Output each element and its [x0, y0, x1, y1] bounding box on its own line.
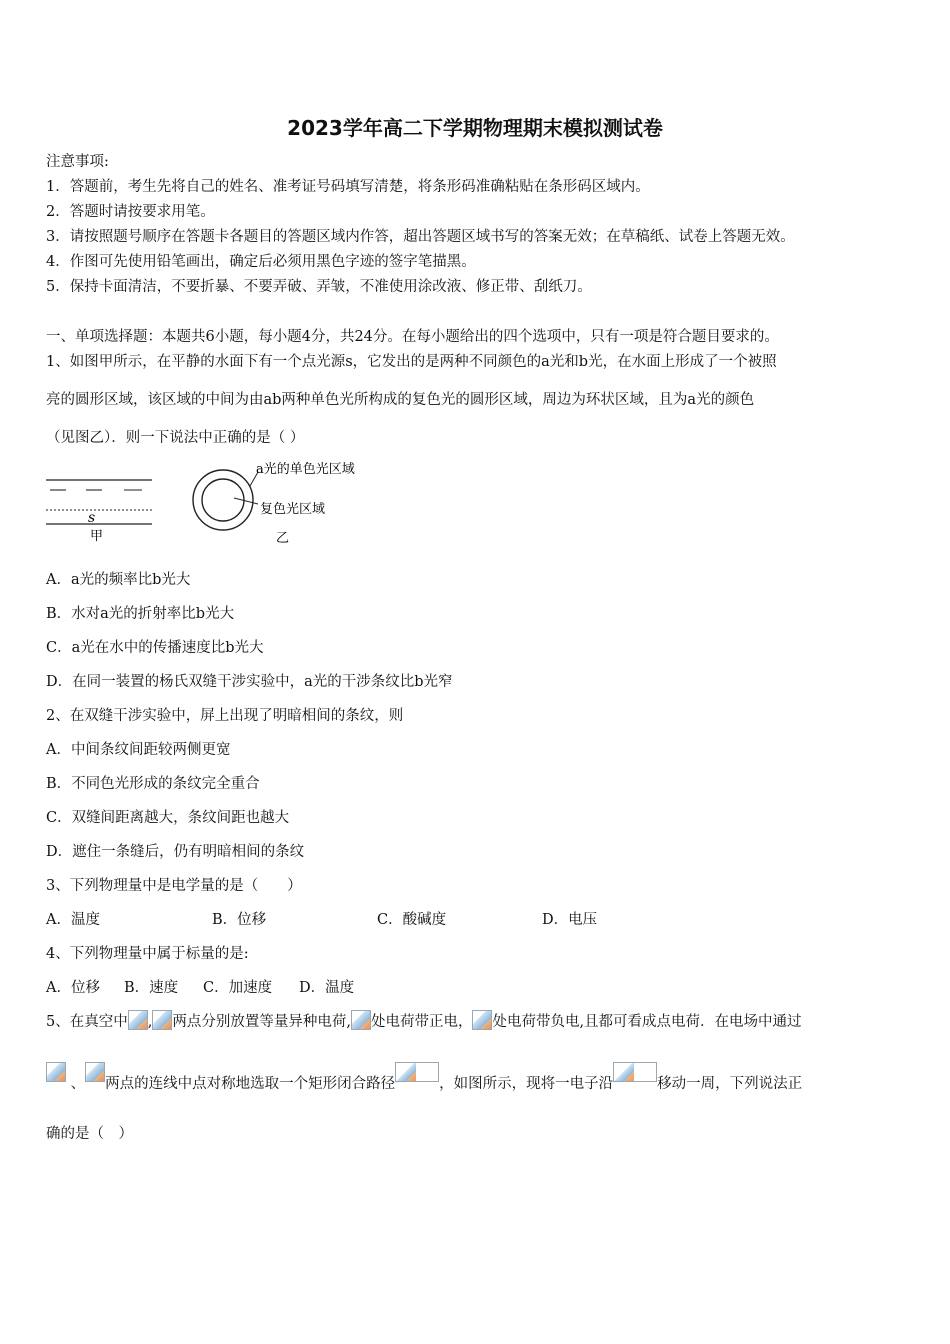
inner-circle	[202, 479, 244, 521]
broken-image-icon	[472, 1010, 492, 1030]
light-source-label: s	[88, 510, 96, 526]
question-5-text: ，如图所示，现将一电子沿	[439, 1076, 614, 1092]
broken-image-icon	[351, 1010, 371, 1030]
option: D．在同一装置的杨氏双缝干涉实验中，a光的干涉条纹比b光窄	[46, 674, 453, 690]
option: A．温度	[46, 912, 100, 928]
question-5-line: 确的是（ ）	[46, 1126, 133, 1142]
notice-item: 1．答题前，考生先将自己的姓名、准考证号码填写清楚，将条形码准确粘贴在条形码区域内。	[46, 179, 650, 195]
question-5-text: ,	[147, 1014, 153, 1030]
question-1-stem: （见图乙）．则一下说法中正确的是（ ）	[46, 430, 305, 446]
broken-image-icon	[395, 1062, 439, 1082]
notice-item: 5．保持卡面清洁，不要折暴、不要弄破、弄皱，不准使用涂改液、修正带、刮纸刀。	[46, 279, 592, 295]
question-1-figure	[44, 458, 384, 548]
option: B．水对a光的折射率比b光大	[46, 606, 235, 622]
broken-image-icon	[85, 1062, 105, 1082]
option: C．加速度	[203, 980, 273, 996]
option: C．酸碱度	[377, 912, 447, 928]
broken-image-icon	[613, 1062, 657, 1082]
notice-item: 4．作图可先使用铅笔画出，确定后必须用黑色字迹的签字笔描黑。	[46, 254, 476, 270]
question-5-line	[46, 1010, 802, 1032]
figure-caption-right: 乙	[276, 531, 290, 546]
question-5-text: 处电荷带正电，	[370, 1014, 473, 1030]
page-title: 2023学年高二下学期物理期末模拟测试卷	[287, 116, 663, 140]
option: B．位移	[212, 912, 267, 928]
option: A．a光的频率比b光大	[46, 572, 191, 588]
figure-caption-left: 甲	[90, 529, 104, 544]
option: D．温度	[299, 980, 355, 996]
question-5-text: 移动一周，下列说法正	[657, 1076, 803, 1092]
annotation-mixed-light: 复色光区域	[260, 502, 326, 517]
broken-image-icon	[46, 1062, 66, 1082]
question-5-text: 5、在真空中	[46, 1014, 128, 1030]
question-5-text: 两点分别放置等量异种电荷,	[172, 1014, 351, 1030]
option: D．电压	[542, 912, 598, 928]
question-5-line	[46, 1062, 802, 1094]
option: A．位移	[46, 980, 100, 996]
annotation-leader-mix	[234, 498, 258, 504]
question-5-text: 处电荷带负电,且都可看成点电荷．在电场中通过	[492, 1014, 802, 1030]
question-5-text: 两点的连线中点对称地选取一个矩形闭合路径	[105, 1076, 396, 1092]
broken-image-icon	[152, 1010, 172, 1030]
option: B．速度	[124, 980, 179, 996]
question-1-stem: 亮的圆形区域，该区域的中间为由ab两种单色光所构成的复色光的圆形区域，周边为环状区域，且为a光的颜色	[46, 392, 755, 408]
notice-item: 3．请按照题号顺序在答题卡各题目的答题区域内作答，超出答题区域书写的答案无效；在草稿纸、试卷上答题无效。	[46, 229, 795, 245]
annotation-a-light: a光的单色光区域	[256, 462, 355, 477]
notice-heading: 注意事项:	[46, 154, 109, 170]
option: D．遮住一条缝后，仍有明暗相间的条纹	[46, 844, 305, 860]
section-heading: 一、单项选择题：本题共6小题，每小题4分，共24分。在每小题给出的四个选项中，只有一项是符合题目要求的。	[46, 329, 779, 345]
option: C．双缝间距离越大，条纹间距也越大	[46, 810, 290, 826]
option: A．中间条纹间距较两侧更宽	[46, 742, 231, 758]
question-4-stem: 4、下列物理量中属于标量的是:	[46, 946, 249, 962]
option: C．a光在水中的传播速度比b光大	[46, 640, 264, 656]
question-5-text: 、	[70, 1076, 86, 1092]
broken-image-icon	[128, 1010, 148, 1030]
question-3-stem: 3、下列物理量中是电学量的是（ ）	[46, 878, 302, 894]
option: B．不同色光形成的条纹完全重合	[46, 776, 260, 792]
question-1-stem: 1、如图甲所示，在平静的水面下有一个点光源s，它发出的是两种不同颜色的a光和b光，在水面上形成了一个被照	[46, 354, 777, 370]
notice-item: 2．答题时请按要求用笔。	[46, 204, 215, 220]
question-2-stem: 2、在双缝干涉实验中，屏上出现了明暗相间的条纹，则	[46, 708, 404, 724]
